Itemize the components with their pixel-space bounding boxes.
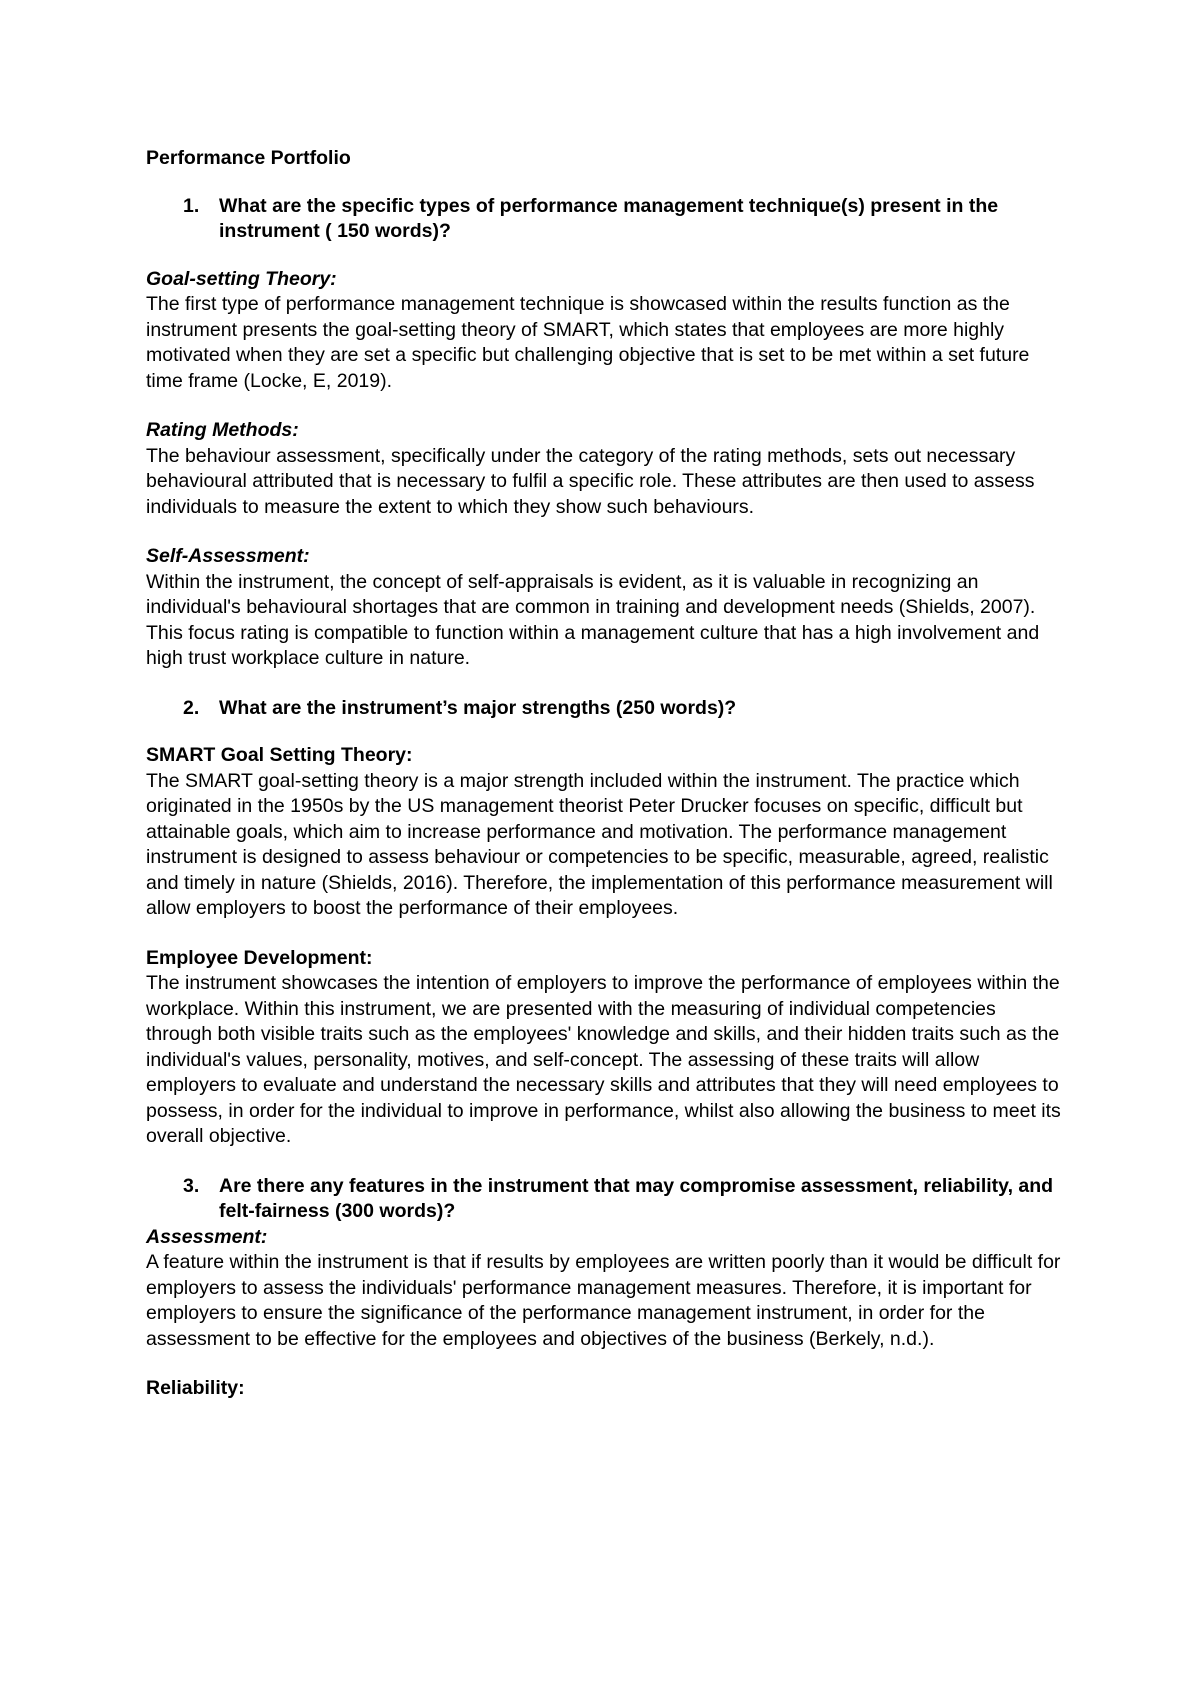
section-goal-setting-heading: Goal-setting Theory:: [146, 267, 337, 290]
question-2-text: What are the instrument’s major strengths (250 words)?: [219, 696, 737, 719]
section-reliability-heading: Reliability:: [146, 1377, 245, 1399]
section-employee-development-body: The instrument showcases the intention of employers to improve the performance of employees within the workplace. Within this instrument, we are presented with the measuring of individual competencies through both visible traits such as the employees' knowledge and skills, and their hidden traits such as the individual's values, personality, motives, and self-concept. The assessing of these traits will allow employers to evaluate and understand the necessary skills and attributes that they will need employees to possess, in order for the individual to improve in performance, whilst also allowing the business to meet its overall objective.: [146, 972, 1061, 1147]
question-1-text: What are the specific types of performance management technique(s) present in the instrument ( 150 words)?: [219, 194, 999, 242]
question-3: [146, 1174, 1066, 1225]
question-1: [146, 194, 1066, 245]
section-rating-methods-heading: Rating Methods:: [146, 419, 299, 441]
document-page: [146, 146, 1066, 1402]
section-smart-body: The SMART goal-setting theory is a major strength included within the instrument. The practice which originated in the 1950s by the US management theorist Peter Drucker focuses on specific, difficult but attainable goals, which aim to increase performance and motivation. The performance management instrument is designed to assess behaviour or competencies to be specific, measurable, agreed, realistic and timely in nature (Shields, 2016). Therefore, the implementation of this performance measurement will allow employers to boost the performance of their employees.: [146, 769, 1053, 919]
section-employee-development-heading: Employee Development:: [146, 946, 373, 969]
section-assessment-body: A feature within the instrument is that if results by employees are written poorly than it would be difficult for employers to assess the individuals' performance management measures. Therefore, it is important for employers to ensure the significance of the performance management instrument, in order for the assessment to be effective for the employees and objectives of the business (Berkely, n.d.).: [146, 1251, 1061, 1350]
question-2: [146, 696, 1066, 722]
section-self-assessment-body: Within the instrument, the concept of self-appraisals is evident, as it is valuable in recognizing an individual's behavioural shortages that are common in training and development needs (Shields, 2007). This focus rating is compatible to function within a management culture that has a high involvement and high trust workplace culture in nature.: [146, 570, 1040, 669]
question-1-number: 1.: [183, 194, 200, 217]
section-assessment-heading: Assessment:: [146, 1225, 268, 1248]
question-3-text: Are there any features in the instrument that may compromise assessment, reliability, and felt-fairness (300 words)?: [219, 1174, 1054, 1222]
section-smart-heading: SMART Goal Setting Theory:: [146, 744, 413, 766]
section-self-assessment-heading: Self-Assessment:: [146, 545, 310, 567]
document-title: Performance Portfolio: [146, 147, 351, 169]
question-3-number: 3.: [183, 1174, 200, 1197]
section-goal-setting-body: The first type of performance management technique is showcased within the results function as the instrument presents the goal-setting theory of SMART, which states that employees are more highly motivated when they are set a specific but challenging objective that is set to be met within a set future time frame (Locke, E, 2019).: [146, 293, 1030, 392]
section-rating-methods-body: The behaviour assessment, specifically under the category of the rating methods, sets out necessary behavioural attributed that is necessary to fulfil a specific role. These attributes are then used to assess individuals to measure the extent to which they show such behaviours.: [146, 444, 1035, 518]
question-2-number: 2.: [183, 696, 200, 719]
